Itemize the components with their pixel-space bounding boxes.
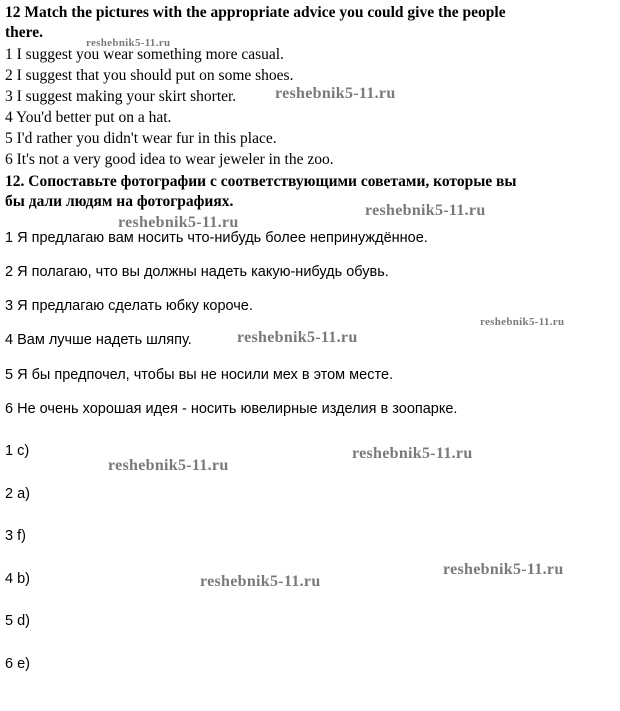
russian-item-5: 5 Я бы предпочел, чтобы вы не носили мех в этом месте. [5,367,394,383]
english-item-3: 3 I suggest making your skirt shorter. [5,88,237,105]
russian-item-4: 4 Вам лучше надеть шляпу. [5,332,192,348]
watermark: reshebnik5-11.ru [480,316,565,328]
english-item-4: 4 You'd better put on a hat. [5,109,172,126]
russian-item-3: 3 Я предлагаю сделать юбку короче. [5,298,253,314]
watermark: reshebnik5-11.ru [365,202,486,219]
watermark: reshebnik5-11.ru [352,445,473,462]
watermark: reshebnik5-11.ru [108,457,229,474]
english-heading-line1: 12 Match the pictures with the appropriate advice you could give the people [5,4,506,21]
answer-2: 2 a) [5,486,30,502]
english-heading-line2: there. [5,24,44,41]
watermark: reshebnik5-11.ru [237,329,358,346]
english-item-5: 5 I'd rather you didn't wear fur in this place. [5,130,277,147]
russian-item-1: 1 Я предлагаю вам носить что-нибудь более непринуждённое. [5,230,428,246]
answer-1: 1 c) [5,443,30,459]
watermark: reshebnik5-11.ru [118,214,239,231]
russian-item-6: 6 Не очень хорошая идея - носить ювелирные изделия в зоопарке. [5,401,458,417]
russian-heading-line2: бы дали людям на фотографиях. [5,193,234,210]
watermark: reshebnik5-11.ru [200,573,321,590]
russian-item-2: 2 Я полагаю, что вы должны надеть какую-нибудь обувь. [5,264,389,280]
answer-4: 4 b) [5,571,30,587]
watermark: reshebnik5-11.ru [275,85,396,102]
answer-6: 6 e) [5,656,30,672]
watermark: reshebnik5-11.ru [86,37,171,49]
english-item-1: 1 I suggest you wear something more casual. [5,46,284,63]
english-item-6: 6 It's not a very good idea to wear jeweler in the zoo. [5,151,334,168]
watermark: reshebnik5-11.ru [443,561,564,578]
answer-5: 5 d) [5,613,30,629]
answer-3: 3 f) [5,528,26,544]
english-item-2: 2 I suggest that you should put on some shoes. [5,67,294,84]
russian-heading-line1: 12. Сопоставьте фотографии с соответствующими советами, которые вы [5,173,517,190]
